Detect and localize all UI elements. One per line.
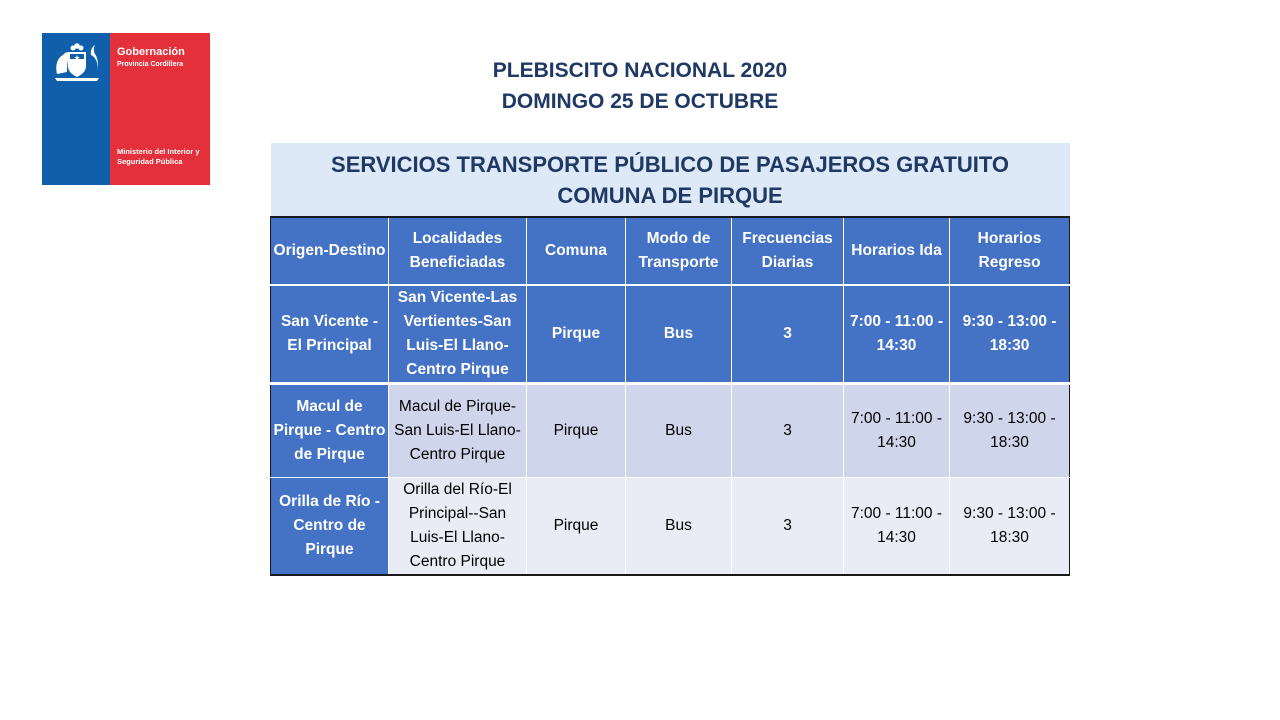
table-caption-line1: SERVICIOS TRANSPORTE PÚBLICO DE PASAJEROS GRATUITO: [331, 151, 1010, 177]
page-subtitle: DOMINGO 25 DE OCTUBRE: [501, 90, 779, 113]
cell-ida: 7:00 - 11:00 - 14:30: [844, 478, 950, 576]
cell-origen: Orilla de Río - Centro de Pirque: [271, 478, 389, 576]
transport-table: [270, 143, 1070, 576]
cell-origen: San Vicente - El Principal: [271, 285, 389, 384]
header-horarios-ida: Horarios Ida: [844, 217, 950, 285]
cell-modo: Bus: [626, 384, 732, 478]
cell-ida: 7:00 - 11:00 - 14:30: [844, 384, 950, 478]
cell-comuna: Pirque: [527, 285, 626, 384]
header-comuna: Comuna: [527, 217, 626, 285]
table-header-row: [271, 217, 1070, 285]
cell-comuna: Pirque: [527, 384, 626, 478]
cell-localidades: Orilla del Río-El Principal--San Luis-El Llano-Centro Pirque: [389, 478, 527, 576]
table-row: [271, 384, 1070, 478]
logo-province: Provincia Cordillera: [117, 61, 184, 68]
cell-modo: Bus: [626, 285, 732, 384]
page-title: PLEBISCITO NACIONAL 2020: [492, 59, 788, 82]
cell-regreso: 9:30 - 13:00 - 18:30: [950, 478, 1070, 576]
header-origen-destino: Origen-Destino: [271, 217, 389, 285]
logo-ministry: Ministerio del Interior y Seguridad Pública: [117, 147, 200, 166]
cell-frecuencias: 3: [732, 285, 844, 384]
coat-of-arms-icon: [49, 40, 105, 82]
logo-org-name: Gobernación: [117, 46, 185, 58]
cell-regreso: 9:30 - 13:00 - 18:30: [950, 285, 1070, 384]
table-row: [271, 478, 1070, 576]
cell-localidades: Macul de Pirque-San Luis-El Llano-Centro Pirque: [389, 384, 527, 478]
header-modo: Modo de Transporte: [626, 217, 732, 285]
table-caption: [271, 143, 1070, 217]
cell-localidades: San Vicente-Las Vertientes-San Luis-El Llano-Centro Pirque: [389, 285, 527, 384]
logo-blue-panel: [42, 33, 110, 185]
header-frecuencias: Frecuencias Diarias: [732, 217, 844, 285]
cell-comuna: Pirque: [527, 478, 626, 576]
cell-frecuencias: 3: [732, 384, 844, 478]
cell-origen: Macul de Pirque - Centro de Pirque: [271, 384, 389, 478]
table-row: [271, 285, 1070, 384]
table-caption-line2: COMUNA DE PIRQUE: [557, 182, 783, 208]
gobernacion-logo: [42, 33, 210, 185]
table-caption-row: [271, 143, 1070, 217]
cell-frecuencias: 3: [732, 478, 844, 576]
logo-red-panel: [110, 33, 210, 185]
header-localidades: Localidades Beneficiadas: [389, 217, 527, 285]
header-horarios-regreso: Horarios Regreso: [950, 217, 1070, 285]
cell-modo: Bus: [626, 478, 732, 576]
cell-ida: 7:00 - 11:00 - 14:30: [844, 285, 950, 384]
cell-regreso: 9:30 - 13:00 - 18:30: [950, 384, 1070, 478]
